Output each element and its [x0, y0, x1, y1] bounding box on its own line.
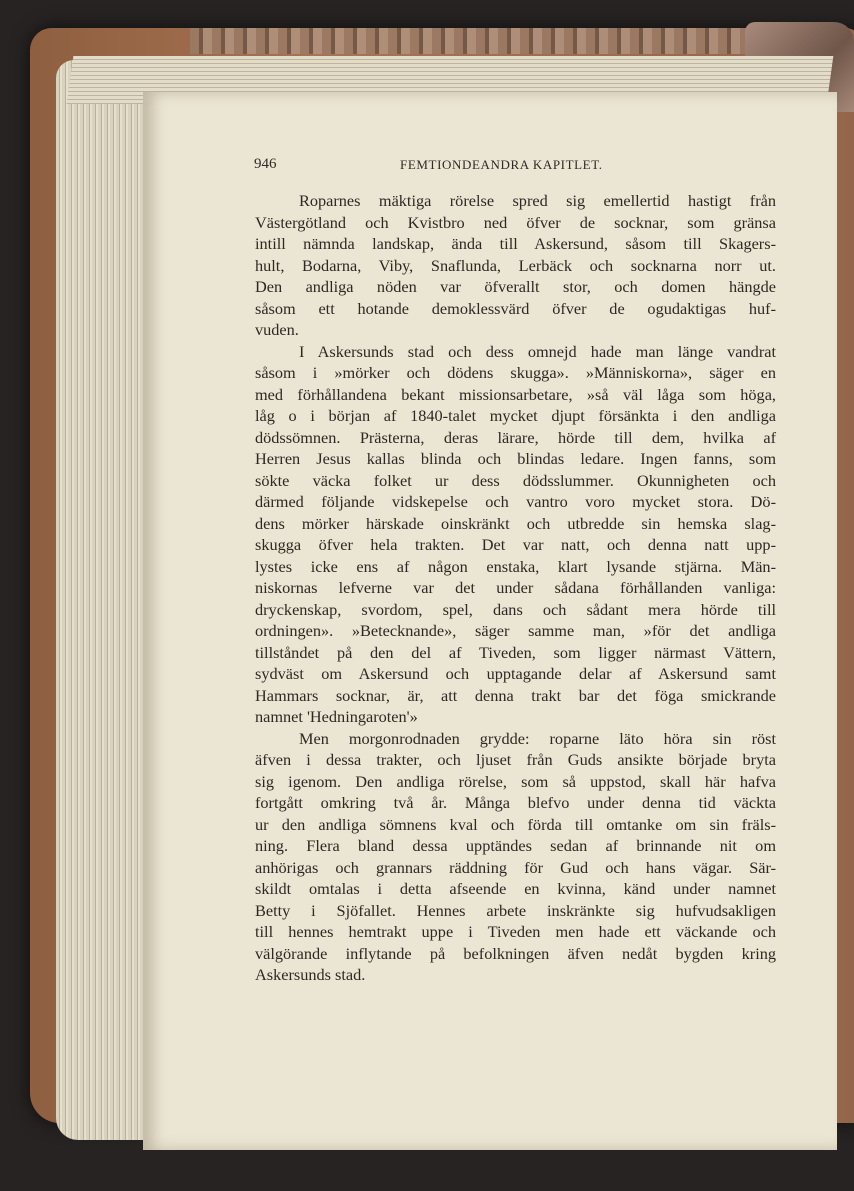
text-line: dens mörker härskade oinskränkt och utbredde sin hemska slag-	[255, 513, 776, 533]
text-line: Betty i Sjöfallet. Hennes arbete inskränkte sig hufvudsakligen	[255, 900, 776, 920]
text-line: till hennes hemtrakt uppe i Tiveden men hade ett väckande och	[255, 922, 776, 941]
text-line: låg o i början af 1840-talet mycket djupt försänkta i den andliga	[255, 406, 776, 425]
text-line: Men morgonrodnaden grydde: roparne läto höra sin röst	[299, 728, 776, 748]
text-line: med förhållandena bekant missionsarbetare, »så väl låga som höga,	[255, 384, 776, 404]
text-line: såsom ett hotande demoklessvärd öfver de ogudaktigas huf-	[255, 298, 776, 318]
text-line: skildt omtalas i detta afseende en kvinna, känd under namnet	[255, 879, 776, 898]
text-line: anhörigas och grannars räddning för Gud och hans vägar. Sär-	[255, 857, 776, 877]
text-line: därmed följande vidskepelse och vantro voro mycket stora. Dö-	[255, 492, 776, 511]
text-line: ning. Flera bland dessa upptändes sedan af brinnande nit om	[255, 836, 776, 855]
text-line: fortgått omkring två år. Många blefvo under denna tid väckta	[255, 793, 776, 812]
text-line: Herren Jesus kallas blinda och blindas ledare. Ingen fanns, som	[255, 449, 776, 468]
text-line: lystes icke ens af någon enstaka, klart lysande stjärna. Män-	[255, 556, 776, 576]
paragraph	[255, 341, 776, 728]
text-line: sydväst om Askersund och upptagande delar af Askersund samt	[255, 664, 776, 683]
text-line: I Askersunds stad och dess omnejd hade man länge vandrat	[299, 341, 776, 361]
book-spine-edge	[190, 28, 750, 54]
text-line: hult, Bodarna, Viby, Snaflunda, Lerbäck och socknarna norr ut.	[255, 255, 776, 275]
text-line: ur den andliga sömnens kval och förda till omtanke om sin fräls-	[255, 814, 776, 834]
paragraph	[255, 190, 776, 341]
text-line: intill nämnda landskap, ända till Askersund, såsom till Skagers-	[255, 234, 776, 253]
text-line: Roparnes mäktiga rörelse spred sig emellertid hastigt från	[299, 191, 776, 210]
text-line: namnet 'Hedningaroten'»	[255, 707, 418, 726]
text-line: sig igenom. Den andliga rörelse, som så uppstod, skall här hafva	[255, 771, 776, 791]
text-line: ordningen». »Betecknande», säger samme man, »för det andliga	[255, 621, 776, 640]
page-header	[0, 156, 854, 180]
text-line: välgörande inflytande på befolkningen äfven nedåt bygden kring	[255, 943, 776, 963]
paragraph	[255, 728, 776, 986]
text-line: Västergötland och Kvistbro ned öfver de socknar, som gränsa	[255, 212, 776, 232]
body-text	[255, 190, 776, 986]
text-line: dödssömnen. Prästerna, deras lärare, hörde till dem, hvilka af	[255, 427, 776, 447]
text-line: äfven i dessa trakter, och ljuset från Guds ansikte började bryta	[255, 750, 776, 769]
text-line: sökte väcka folket ur dess dödsslummer. Okunnigheten och	[255, 470, 776, 490]
text-line: Askersunds stad.	[255, 965, 366, 984]
text-line: dryckenskap, svordom, spel, dans och sådant mera hörde till	[255, 599, 776, 619]
page-number: 946	[254, 156, 277, 172]
text-line: tillståndet på den del af Tiveden, som ligger närmast Vättern,	[255, 642, 776, 662]
text-line: niskornas lefverne var det under sådana förhållanden vanliga:	[255, 578, 776, 597]
text-line: skugga öfver hela trakten. Det var natt, och denna natt upp-	[255, 535, 776, 554]
text-line: Den andliga nöden var öfverallt stor, och domen hängde	[255, 277, 776, 296]
running-title: FEMTIONDEANDRA KAPITLET.	[400, 157, 603, 172]
text-line: såsom i »mörker och dödens skugga». »Människorna», säger en	[255, 363, 776, 382]
text-line: vuden.	[255, 320, 299, 339]
text-line: Hammars socknar, är, att denna trakt bar det föga smickrande	[255, 685, 776, 705]
